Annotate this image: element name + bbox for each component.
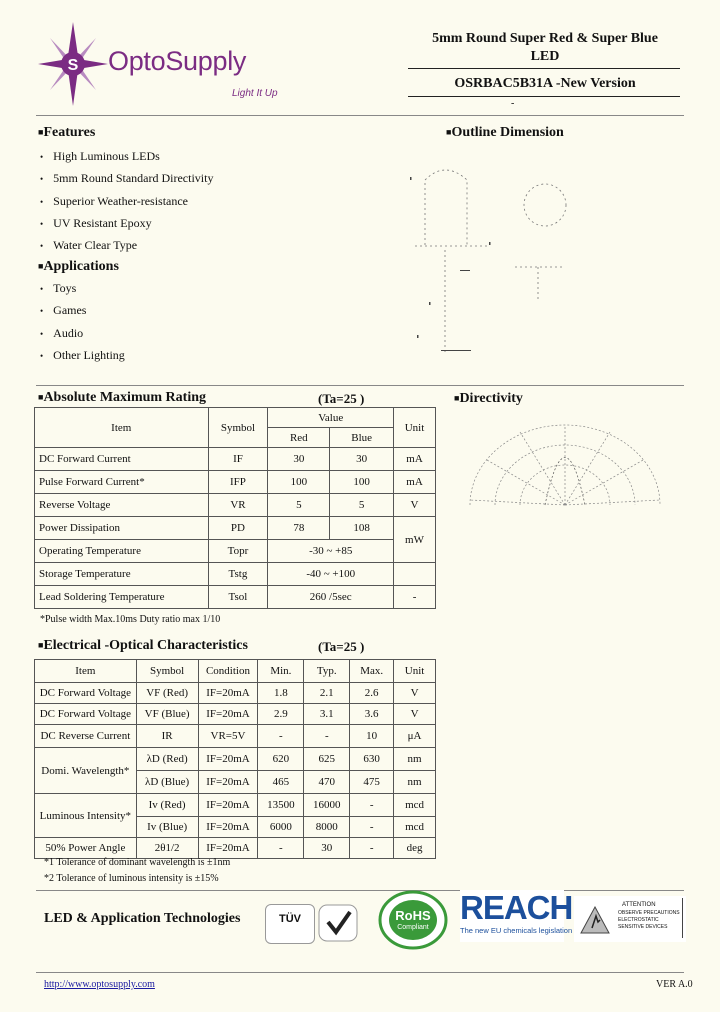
table-row: DC Forward Voltage VF (Red) IF=20mA 1.8 2.1 2.6 V xyxy=(35,683,436,704)
esd-divider xyxy=(682,898,683,938)
eo-note-1: *1 Tolerance of dominant wavelength is ±1nm xyxy=(44,857,231,868)
abs-max-condition: (Ta=25 ) xyxy=(318,391,365,406)
title-line-1: 5mm Round Super Red & Super Blue xyxy=(432,31,658,46)
directivity-heading: ■Directivity xyxy=(454,391,523,406)
table-row: Iv (Blue) IF=20mA 6000 8000 - mcd xyxy=(35,817,436,838)
website-link[interactable]: http://www.optosupply.com xyxy=(44,979,155,990)
attention-label: ATTENTION xyxy=(622,902,656,908)
table-row: DC Forward Voltage VF (Blue) IF=20mA 2.9 3.1 3.6 V xyxy=(35,704,436,725)
product-title xyxy=(410,30,680,66)
footer-rule-bottom xyxy=(36,972,684,973)
table-row: DC Forward Current IF 30 30 mA xyxy=(35,448,436,471)
list-item: • Water Clear Type xyxy=(40,234,213,256)
eo-heading: ■Electrical -Optical Characteristics xyxy=(38,638,248,653)
features-list xyxy=(40,145,213,256)
col-header: Blue xyxy=(330,428,394,448)
table-header-row: Item Symbol Condition Min. Typ. Max. Unit xyxy=(35,660,436,683)
list-item: • High Luminous LEDs xyxy=(40,145,213,167)
table-row: Reverse Voltage VR 5 5 V xyxy=(35,494,436,517)
title-divider-top xyxy=(408,68,680,69)
esd-warning-icon xyxy=(580,906,610,934)
header-rule xyxy=(36,115,684,116)
tuv-label: TÜV xyxy=(279,913,301,925)
table-row: Lead Soldering Temperature Tsol 260 /5sec - xyxy=(35,586,436,609)
title-divider-bottom xyxy=(408,96,680,97)
company-tagline: LED & Application Technologies xyxy=(44,911,241,926)
brand-name: OptoSupply xyxy=(108,46,247,76)
brand-tagline: Light It Up xyxy=(232,88,278,99)
list-item: • Audio xyxy=(40,322,125,344)
rohs-label: RoHS xyxy=(395,908,431,923)
star-logo-icon xyxy=(38,22,108,106)
rohs-sublabel: Compliant xyxy=(397,924,429,931)
table-row: Luminous Intensity* Iv (Red) IF=20mA 13500 16000 - mcd xyxy=(35,794,436,817)
table-row: λD (Blue) IF=20mA 465 470 475 nm xyxy=(35,771,436,794)
applications-list xyxy=(40,277,125,366)
list-item: • Other Lighting xyxy=(40,344,125,366)
reach-label: REACH xyxy=(460,889,573,926)
eo-note-2: *2 Tolerance of luminous intensity is ±15% xyxy=(44,873,219,884)
reach-sublabel: The new EU chemicals legislation xyxy=(460,926,573,935)
table-row: Operating Temperature Topr -30 ~ +85 xyxy=(35,540,436,563)
eo-table xyxy=(34,659,436,859)
table-row: DC Reverse Current IR VR=5V - - 10 μA xyxy=(35,725,436,748)
table-row: Power Dissipation PD 78 108 mW xyxy=(35,517,436,540)
list-item: • Games xyxy=(40,299,125,321)
sub-dash: - xyxy=(511,98,515,109)
reach-badge xyxy=(460,889,573,942)
abs-max-heading: ■Absolute Maximum Rating xyxy=(38,390,206,405)
eo-condition: (Ta=25 ) xyxy=(318,639,365,654)
directivity-chart xyxy=(465,420,665,512)
attention-text: OBSERVE PRECAUTIONS ELECTROSTATIC SENSITIVE DEVICES xyxy=(618,910,680,930)
title-line-2: LED xyxy=(530,49,560,64)
table-row: Domi. Wavelength* λD (Red) IF=20mA 620 625 630 nm xyxy=(35,748,436,771)
abs-max-table xyxy=(34,407,436,609)
table-row: Storage Temperature Tstg -40 ~ +100 xyxy=(35,563,436,586)
outline-drawing xyxy=(405,150,595,360)
rohs-badge xyxy=(378,890,448,950)
list-item: • Superior Weather-resistance xyxy=(40,190,213,212)
col-header: Item xyxy=(35,408,209,448)
table-row: Pulse Forward Current* IFP 100 100 mA xyxy=(35,471,436,494)
checkmark-icon xyxy=(318,904,358,942)
applications-heading: ■Applications xyxy=(38,259,119,274)
col-header: Value xyxy=(268,408,394,428)
outline-heading: ■Outline Dimension xyxy=(446,125,564,140)
esd-warning-badge xyxy=(574,896,686,942)
col-header: Unit xyxy=(394,408,436,448)
col-header: Red xyxy=(268,428,330,448)
list-item: • Toys xyxy=(40,277,125,299)
list-item: • UV Resistant Epoxy xyxy=(40,212,213,234)
svg-text:S: S xyxy=(67,57,79,74)
tuv-certification xyxy=(265,904,315,944)
footer-rule-top xyxy=(36,890,684,891)
part-number: OSRBAC5B31A -New Version xyxy=(454,76,636,91)
features-heading: ■Features xyxy=(38,125,96,140)
brand-logo xyxy=(38,22,108,106)
table-row: 50% Power Angle 2θ1/2 IF=20mA - 30 - deg xyxy=(35,838,436,859)
section-rule-1 xyxy=(36,385,684,386)
abs-max-note: *Pulse width Max.10ms Duty ratio max 1/10 xyxy=(40,614,221,625)
document-version: VER A.0 xyxy=(656,979,693,990)
list-item: • 5mm Round Standard Directivity xyxy=(40,167,213,189)
col-header: Symbol xyxy=(208,408,268,448)
